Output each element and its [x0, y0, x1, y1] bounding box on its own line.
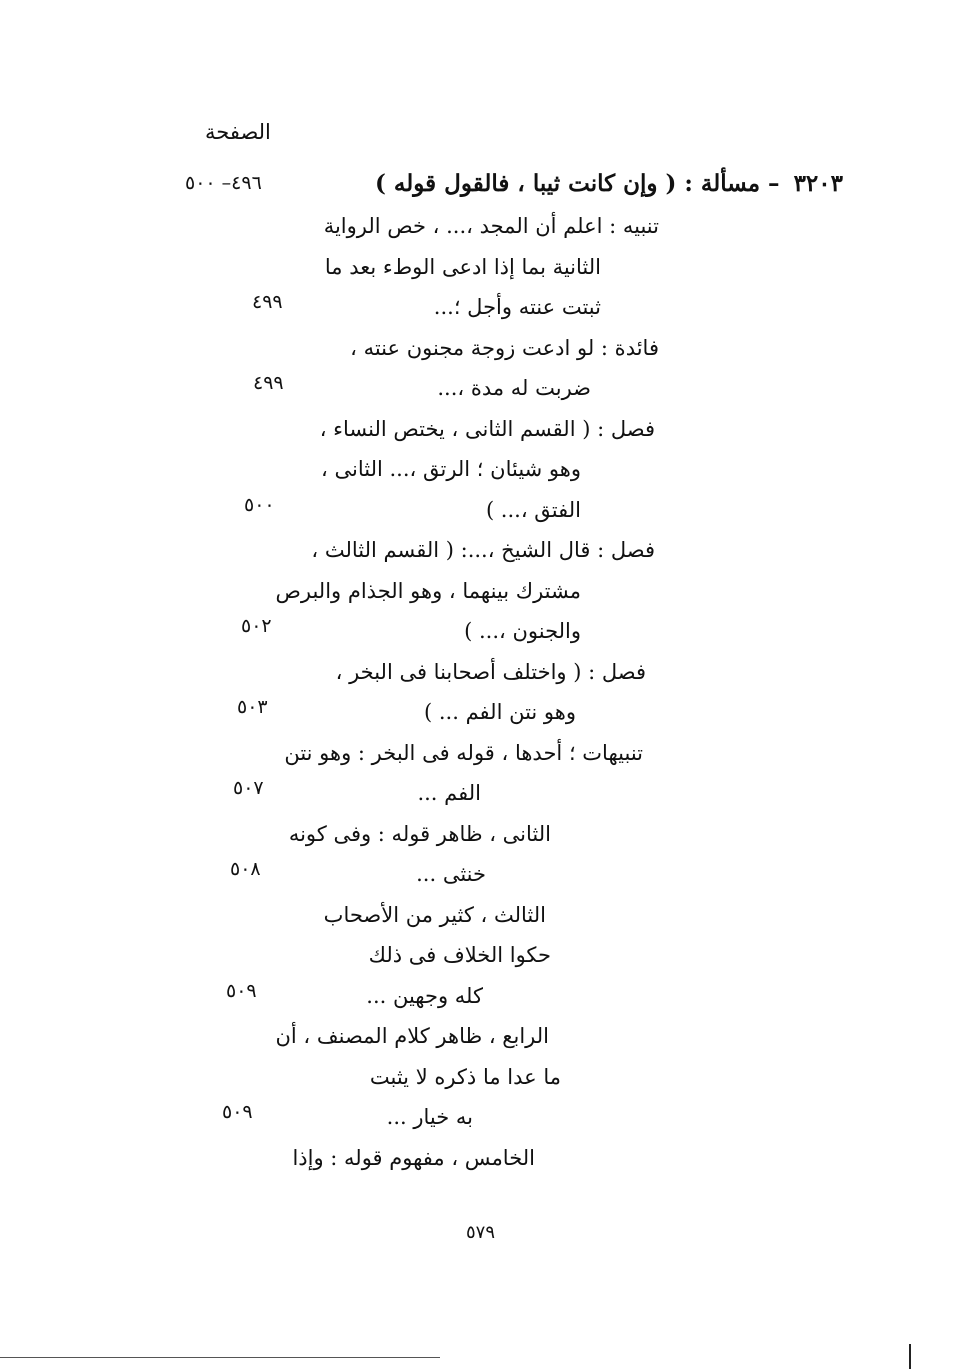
- toc-entry-row: [0, 332, 961, 373]
- toc-entry-row: [0, 1101, 961, 1142]
- toc-entry-text: فصل : ( القسم الثانى ، يختص النساء ،: [319, 416, 655, 441]
- toc-entry-text: والجنون ،... ): [464, 619, 581, 643]
- toc-entry-text: ثبتت عنته وأجل ؛...: [433, 295, 601, 319]
- toc-entry-row: [0, 534, 961, 575]
- toc-entry-text: الثالث ، كثير من الأصحاب: [323, 902, 546, 927]
- toc-entry-row: [0, 494, 961, 535]
- toc-entry-row: [0, 939, 961, 980]
- toc-entry-text: الرابع ، ظاهر كلام المصنف ، أن: [275, 1024, 549, 1048]
- toc-entry-page: ٥٠٠: [244, 493, 275, 516]
- toc-entry-row: [0, 656, 961, 697]
- toc-entry-row: [0, 1020, 961, 1061]
- toc-entry-page: ٥٠٩: [226, 979, 257, 1002]
- margin-mark: [909, 1344, 911, 1369]
- toc-entry-row: [0, 372, 961, 413]
- toc-entry-row: [0, 291, 961, 332]
- toc-entry-row: [0, 737, 961, 778]
- bottom-rule: [0, 1357, 440, 1358]
- toc-entry-page: ٥٠٧: [233, 777, 264, 799]
- toc-entry-text: فائدة : لو ادعت زوجة مجنون عنته ،: [350, 335, 659, 360]
- toc-entry-text: مشترك بينهما ، وهو الجذام والبرص: [275, 578, 581, 603]
- toc-entry-row: [0, 453, 961, 494]
- issue-number: ٣٢٠٣: [793, 170, 843, 197]
- toc-entry-text: الثانية بما إذا ادعى الوطء بعد ما: [324, 254, 601, 279]
- folio-page-number: ٥٧٩: [465, 1222, 495, 1243]
- toc-entry-text: خنثى ...: [416, 862, 486, 886]
- toc-entry-page: ٥٠٢: [241, 615, 272, 637]
- toc-entry-row: [0, 777, 961, 818]
- toc-entry-text: حكوا الخلاف فى ذلك: [368, 943, 551, 967]
- toc-entry-row: [0, 980, 961, 1021]
- toc-entry-text: الخامس ، مفهوم قوله : وإذا: [292, 1145, 535, 1170]
- toc-entry-text: تنبيهات ؛ أحدها ، قوله فى البخر : وهو نتن: [284, 740, 643, 765]
- toc-entry-row: [0, 575, 961, 616]
- toc-entry-row: [0, 615, 961, 656]
- toc-entry-text: الفتق ،... ): [485, 497, 581, 522]
- toc-entry-page: ٥٠٩: [222, 1101, 253, 1123]
- toc-entry-row: [0, 899, 961, 940]
- toc-entry-row: [0, 251, 961, 292]
- toc-entry-text: تنبيه : اعلم أن المجد ،... ، خص الرواية: [323, 214, 659, 238]
- toc-entry-row: [0, 818, 961, 859]
- toc-entry-text: كله وجهين ...: [366, 983, 483, 1008]
- toc-entries: [0, 210, 961, 1182]
- issue-title: – مسألة : ( وإن كانت ثيبا ، فالقول قوله ): [375, 170, 780, 197]
- toc-entry-page: ٤٩٩: [253, 372, 284, 394]
- toc-entry-row: [0, 858, 961, 899]
- toc-entry-page: ٥٠٨: [230, 858, 261, 880]
- toc-entry-row: [0, 1061, 961, 1102]
- toc-entry-page: ٥٠٣: [237, 696, 268, 718]
- toc-entry-text: ضربت له مدة ،...: [437, 376, 591, 400]
- toc-entry-text: ما عدا ما ذكره لا يثبت: [369, 1064, 561, 1089]
- toc-entry-row: [0, 696, 961, 737]
- toc-entry-row: [0, 210, 961, 251]
- toc-entry-row: [0, 413, 961, 454]
- toc-entry-text: به خيار ...: [386, 1105, 473, 1129]
- toc-entry-text: الثانى ، ظاهر قوله : وفى كونه: [288, 821, 551, 846]
- issue-heading: [363, 170, 843, 197]
- toc-entry-text: وهو شيئان ؛ الرتق ،... الثانى ،: [321, 457, 581, 481]
- toc-entry-text: الفم ...: [417, 781, 481, 805]
- toc-entry-text: فصل : ( واختلف أصحابنا فى البخر ،: [335, 659, 646, 684]
- page-column-label: الصفحة: [205, 120, 271, 144]
- toc-entry-text: وهو نتن الفم ... ): [424, 700, 576, 724]
- toc-entry-row: [0, 1142, 961, 1183]
- toc-entry-page: ٤٩٩: [252, 291, 283, 313]
- toc-entry-text: فصل : قال الشيخ ،...: ( القسم الثالث ،: [311, 538, 655, 562]
- issue-page-range: ٤٩٦– ٥٠٠: [185, 172, 262, 194]
